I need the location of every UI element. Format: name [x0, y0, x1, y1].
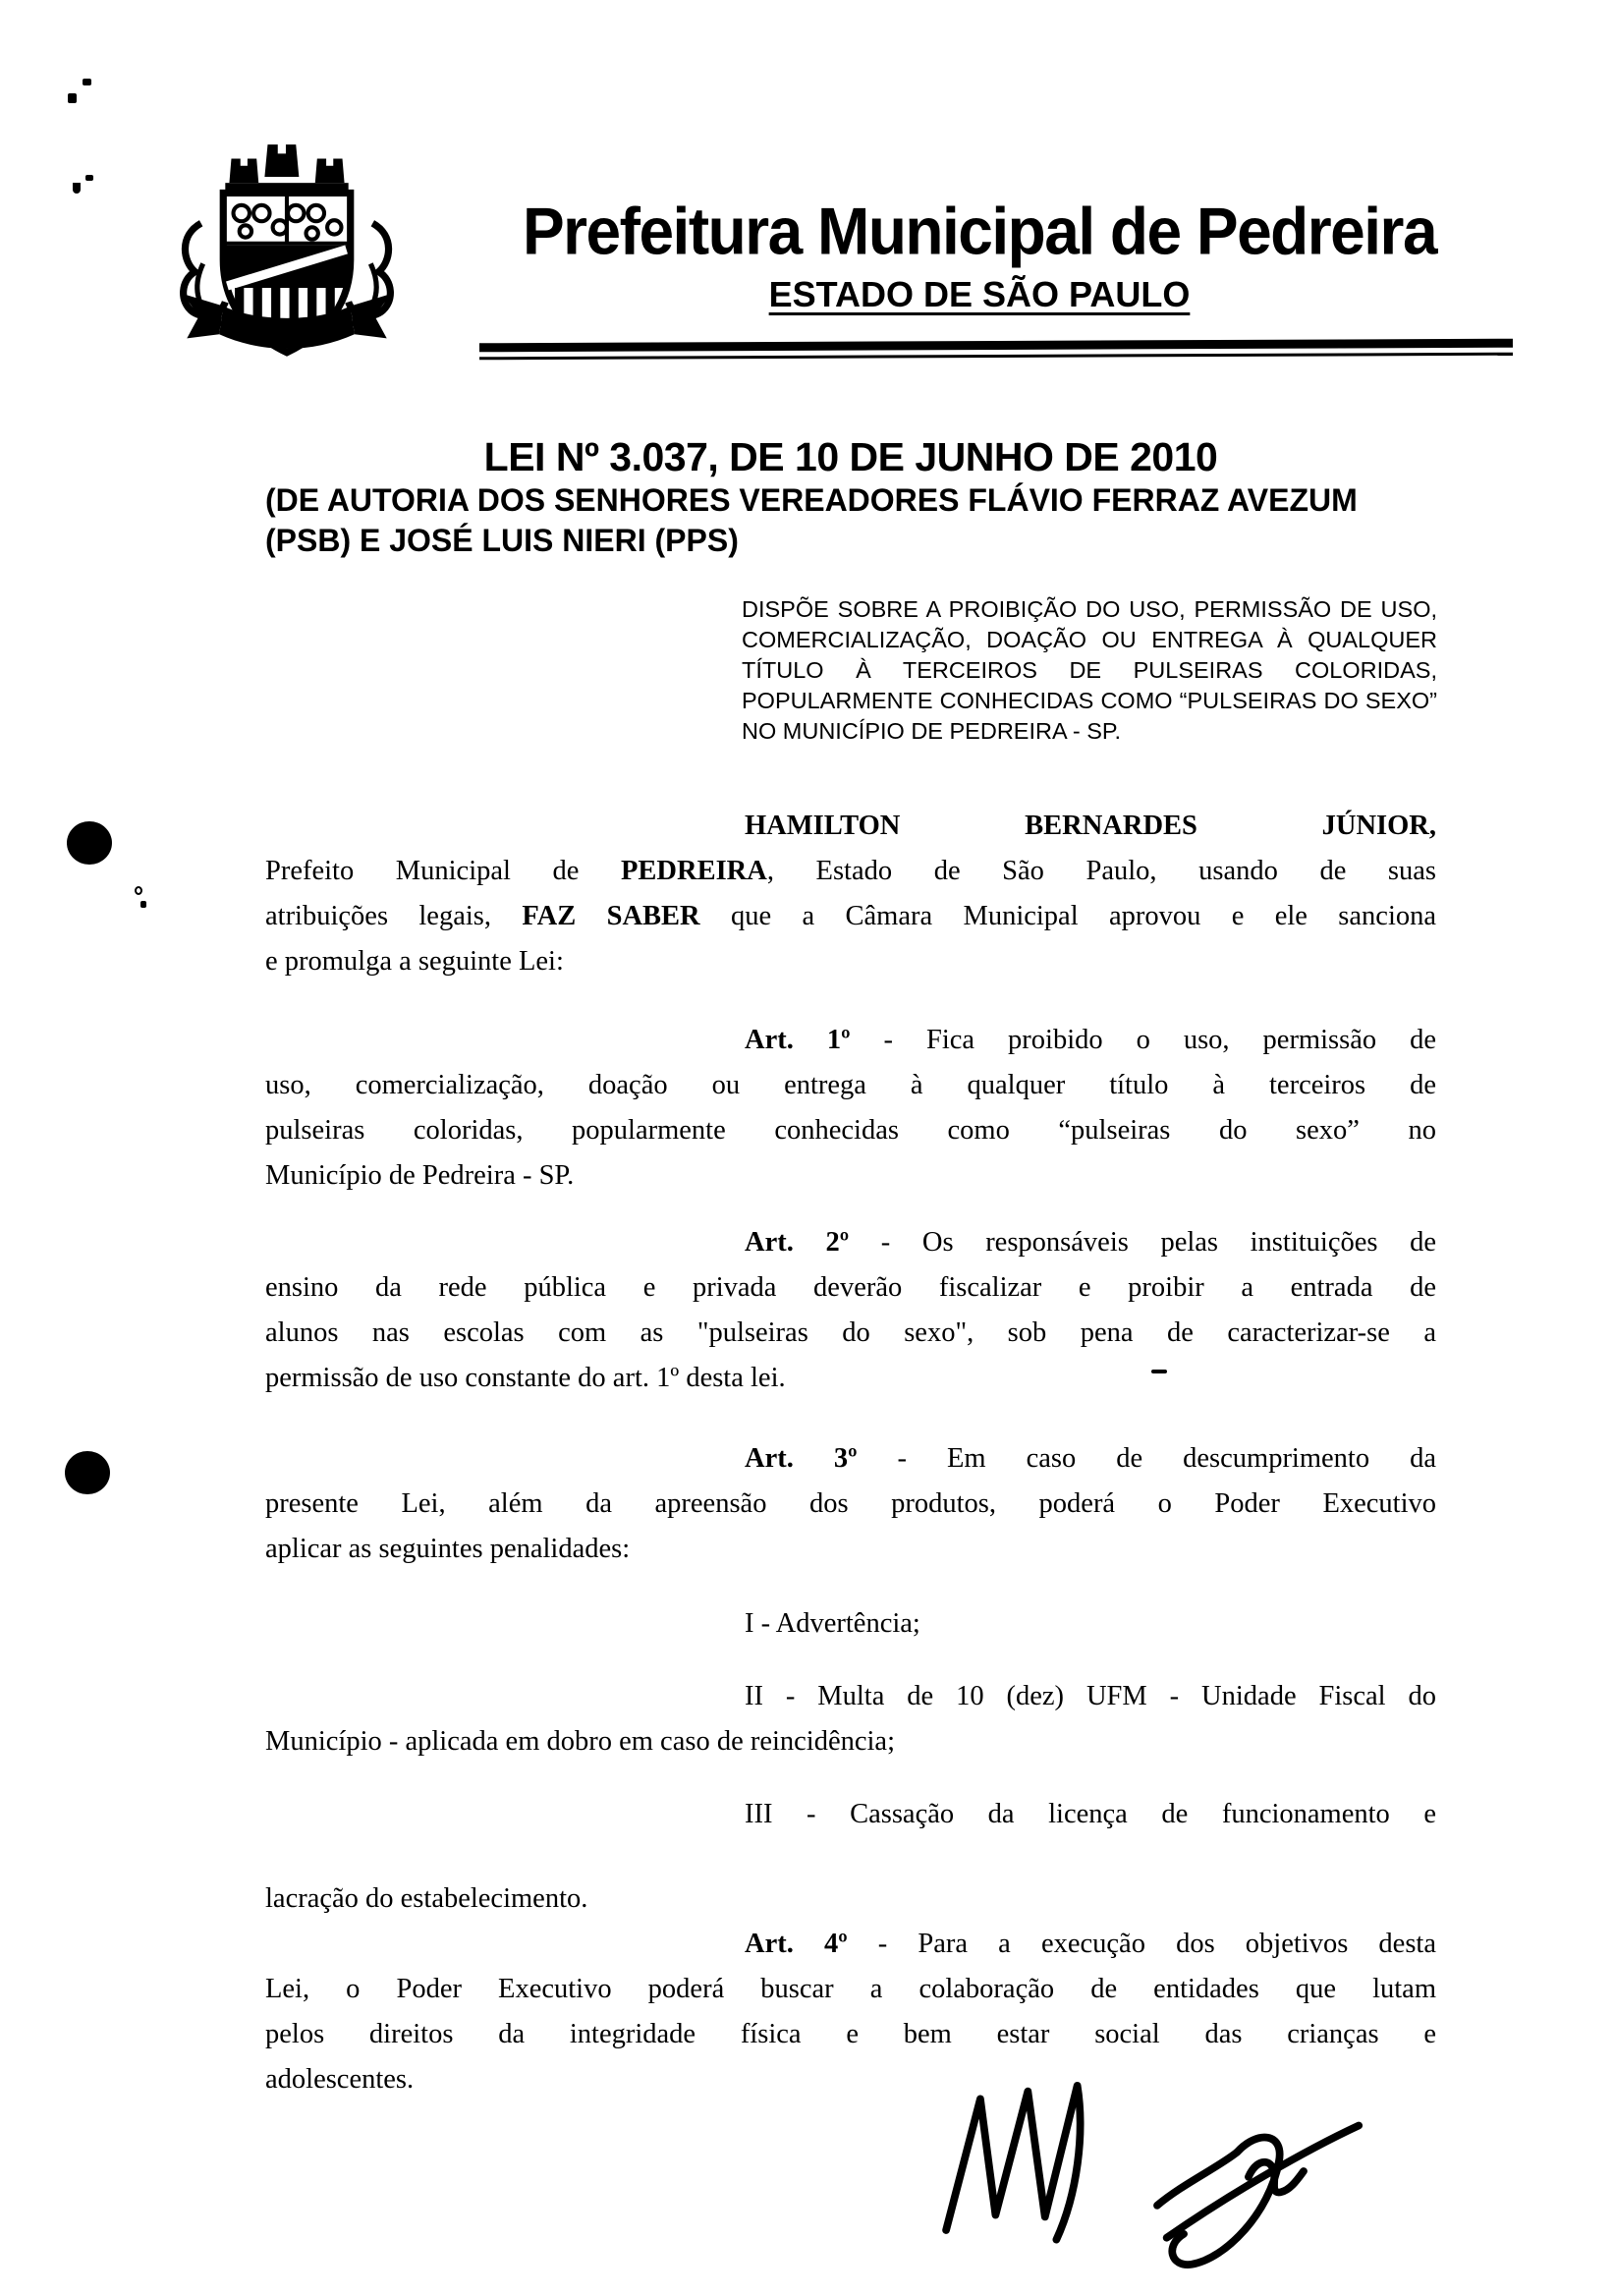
city-name: PEDREIRA: [621, 856, 767, 886]
article-line: Lei, o Poder Executivo poderá buscar a colaboração de entidades que lutam: [265, 1974, 1436, 2004]
ementa-line: POPULARMENTE CONHECIDAS COMO “PULSEIRAS DO SEXO”: [742, 688, 1437, 713]
faz-saber: FAZ SABER: [522, 901, 700, 931]
ementa-line: DISPÕE SOBRE A PROIBIÇÃO DO USO, PERMISSÃO DE USO,: [742, 596, 1437, 622]
authorship-line-2: (PSB) E JOSÉ LUIS NIERI (PPS): [265, 523, 739, 558]
penalty-item-2: [265, 1674, 1436, 1764]
law-title: LEI Nº 3.037, DE 10 DE JUNHO DE 2010: [483, 434, 1218, 479]
ementa-line: TÍTULO À TERCEIROS DE PULSEIRAS COLORIDAS,: [742, 657, 1437, 683]
penalty-line: II - Multa de 10 (dez) UFM - Unidade Fiscal do: [745, 1681, 1436, 1711]
article-line: permissão de uso constante do art. 1º desta lei.: [265, 1363, 786, 1393]
punch-hole-mark: [65, 1451, 110, 1494]
article-label: Art. 3º: [745, 1443, 858, 1474]
document-body: [265, 434, 1436, 2102]
article-line: pulseiras coloridas, popularmente conhecidas como “pulseiras do sexo” no: [265, 1115, 1436, 1146]
penalty-line: Município - aplicada em dobro em caso de reincidência;: [265, 1726, 895, 1757]
scan-speck: [73, 183, 81, 194]
authorship-line-1: (DE AUTORIA DOS SENHORES VEREADORES FLÁVIO FERRAZ AVEZUM: [265, 482, 1358, 518]
article-line: Art. 1º - Fica proibido o uso, permissão de: [745, 1025, 1436, 1055]
article-label: Art. 1º: [745, 1025, 851, 1055]
scan-speck: [140, 901, 146, 908]
article-label: Art. 4º: [745, 1929, 848, 1959]
authority-name: HAMILTON BERNARDES JÚNIOR,: [745, 811, 1436, 841]
article-line: presente Lei, além da apreensão dos produtos, poderá o Poder Executivo: [265, 1488, 1436, 1519]
penalty-item-3: [265, 1792, 1436, 1922]
coat-of-arms-icon: [160, 140, 414, 361]
preamble-line: e promulga a seguinte Lei:: [265, 946, 564, 977]
article-line: Art. 4º - Para a execução dos objetivos desta: [745, 1929, 1436, 1959]
scan-speck: [68, 93, 77, 103]
article-line: aplicar as seguintes penalidades:: [265, 1534, 631, 1564]
preamble-line: Prefeito Municipal de PEDREIRA, Estado de São Paulo, usando de suas: [265, 856, 1437, 886]
article-line: adolescentes.: [265, 2064, 415, 2095]
article-line: alunos nas escolas com as "pulseiras do sexo", sob pena de caracterizar-se a: [265, 1317, 1436, 1348]
article-line: Art. 3º - Em caso de descumprimento da: [745, 1443, 1436, 1474]
article-line: Município de Pedreira - SP.: [265, 1160, 575, 1191]
signature-icon: [931, 2051, 1381, 2289]
article-2: [265, 1220, 1436, 1401]
preamble-line: atribuições legais, FAZ SABER que a Câmara Municipal aprovou e ele sanciona: [265, 901, 1437, 931]
article-line: Art. 2º - Os responsáveis pelas instituições de: [745, 1227, 1436, 1258]
scan-speck: [83, 79, 91, 85]
article-3: [265, 1436, 1436, 1572]
article-line: ensino da rede pública e privada deverão fiscalizar e proibir a entrada de: [265, 1272, 1436, 1303]
article-1: [265, 1018, 1436, 1199]
article-label: Art. 2º: [745, 1227, 850, 1258]
penalty-line: I - Advertência;: [745, 1608, 920, 1639]
header-rule: [479, 339, 1513, 361]
punch-hole-mark: [67, 821, 112, 865]
org-title: Prefeitura Municipal de Pedreira: [522, 194, 1437, 269]
penalty-line: lacração do estabelecimento.: [265, 1883, 588, 1914]
scan-speck: [85, 175, 93, 181]
ementa-line: NO MUNICÍPIO DE PEDREIRA - SP.: [742, 718, 1122, 744]
article-line: uso, comercialização, doação ou entrega à qualquer título à terceiros de: [265, 1070, 1436, 1100]
ementa-line: COMERCIALIZAÇÃO, DOAÇÃO OU ENTREGA À QUALQUER: [742, 627, 1437, 652]
preamble-paragraph: [265, 804, 1436, 984]
article-line: pelos direitos da integridade física e bem estar social das crianças e: [265, 2019, 1436, 2049]
letterhead: [424, 193, 1534, 315]
penalty-item-1: [265, 1601, 1436, 1647]
state-subtitle: ESTADO DE SÃO PAULO: [768, 274, 1191, 314]
ementa-block: [742, 594, 1437, 747]
penalty-line: III - Cassação da licença de funcionamento e: [745, 1799, 1436, 1829]
scan-speck: [135, 886, 142, 895]
